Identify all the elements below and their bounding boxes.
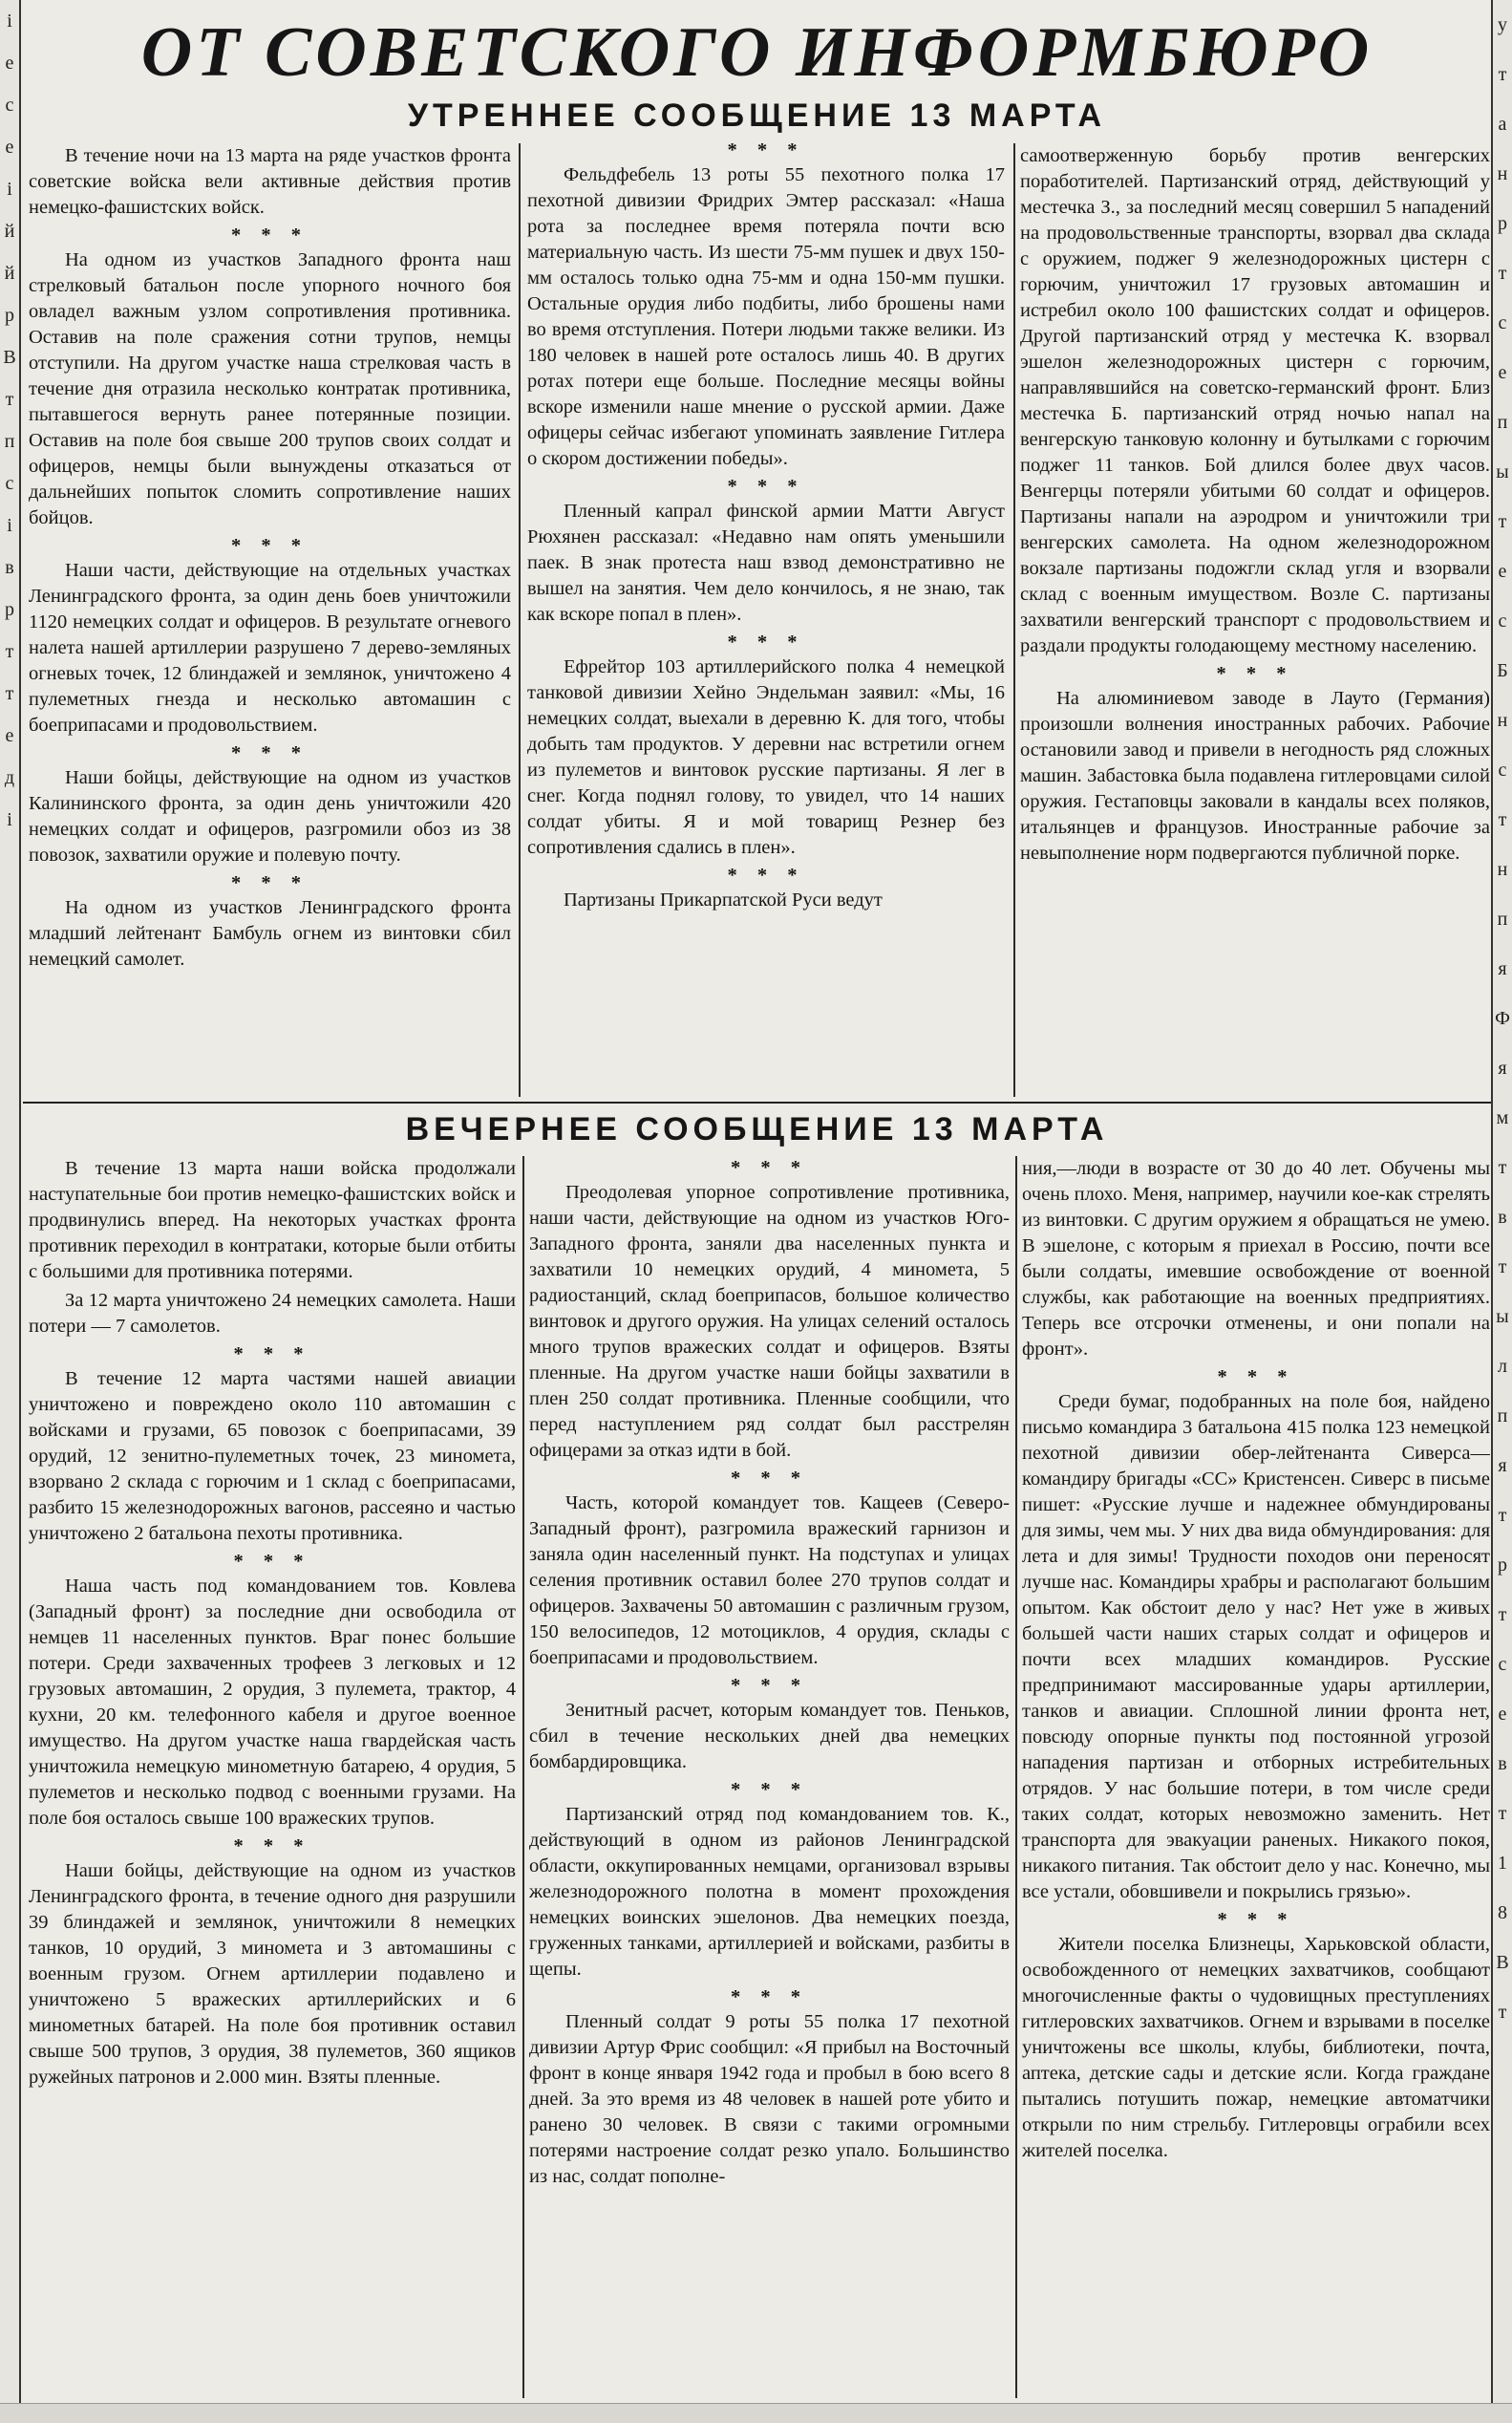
column-divider xyxy=(519,143,521,1097)
right-page-edge xyxy=(1491,0,1512,2422)
edge-fragment: т xyxy=(1498,1803,1507,1824)
edge-fragment: д xyxy=(4,767,15,788)
edge-fragment: с xyxy=(5,95,14,116)
bottom-page-edge xyxy=(0,2403,1512,2423)
edge-fragment: ы xyxy=(1496,1306,1509,1327)
edge-fragment: п xyxy=(1497,412,1508,433)
morning-column-2 xyxy=(527,139,1005,1097)
edge-fragment: в xyxy=(1498,1753,1507,1774)
paragraph: Партизанский отряд под командованием тов. К., действующий в одном из районов Ленинградской области, оккупированных немцами, организовал взрывы железнодорожного полотна в момент прохождения немецких воинских эшелонов. Два немецких поезда, груженных танками, артиллерией и войсками, разбиты в щепы. xyxy=(529,1804,1010,1980)
headline: ОТ СОВЕТСКОГО ИНФОРМБЮРО xyxy=(140,13,1374,92)
paragraph: Среди бумаг, подобранных на поле боя, найдено письмо командира 3 батальона 415 полка 123 немецкой пехотной дивизии обер-лейтенанта Сиверса—командиру бригады «СС» Кристенсен. Сиверс в письме пишет: «Русские лучше и надежнее обмундированы для зимы, чем мы. У них два вида обмундирования: для лета и для зимы! Трудности походов они переносят лучше нас. Командиры храбры и располагают большим опытом. Как обстоит дело у нас? Нет уже в живых большей части наших старых солдат и офицеров и почти всех младших командиров. Русские предпринимают массированные удары артиллерии, танков и авиации. Сплошной линии фронта нет, повсюду опорные пункты под постоянной угрозой нападения партизан и отборных истребительных отрядов. У нас большие потери, в том числе среди таких солдат, которых невозможно заменить. Нет транспорта для эвакуации раненых. Никакого покоя, никакого питания. Так обстоит дело у нас. Конечно, мы все устали, обовшивели и покрылись грязью». xyxy=(1022,1391,1490,1902)
paragraph: Пленный солдат 9 роты 55 полка 17 пехотной дивизии Артур Фрис сообщил: «Я прибыл на Восточный фронт в конце января 1942 года и пробыл в бою всего 8 дней. За это время из 48 человек в нашей роте убито и ранено 30 человек. В связи с такими огромными потерями настроение солдат резко упало. Большинство из нас, солдат пополне- xyxy=(529,2011,1010,2187)
edge-fragment: п xyxy=(4,431,15,452)
edge-fragment: р xyxy=(1498,1555,1507,1576)
edge-fragment: я xyxy=(1498,958,1507,979)
separator: * * * xyxy=(1216,663,1294,684)
edge-fragment: і xyxy=(7,809,12,830)
edge-fragment: 1 xyxy=(1498,1853,1507,1874)
edge-fragment: т xyxy=(1498,1157,1507,1178)
evening-column-2 xyxy=(529,1156,1010,2398)
edge-fragment: Ф xyxy=(1495,1008,1510,1029)
separator: * * * xyxy=(231,535,309,556)
edge-fragment: ы xyxy=(1496,461,1509,482)
separator: * * * xyxy=(231,872,309,893)
paragraph: Наши части, действующие на отдельных участках Ленинградского фронта, за один день боев уничтожили 1120 немецких солдат и офицеров. В результате огневого налета нашей артиллерии разрушено 7 дерево-земляных огневых точек, 12 блиндажей и землянок, уничтожено 4 пулеметных гнезда и несколько автомашин с боеприпасами и продовольствием. xyxy=(29,560,511,736)
edge-fragment: с xyxy=(5,473,14,494)
paragraph: ния,—люди в возрасте от 30 до 40 лет. Обучены мы очень плохо. Меня, например, научили кое-как стрелять из винтовки. С другим оружием я обращаться не умею. В эшелоне, с которым я приехал в Россию, почти все были солдаты, имевшие освобождение от военной службы, как работающие на военных предприятиях. Теперь все отсрочки отменены, и они попали на фронт». xyxy=(1022,1158,1490,1360)
paragraph: Преодолевая упорное сопротивление противника, наши части, действующие на одном из участков Юго-Западного фронта, заняли два населенных пункта и захватили 10 немецких орудий, 4 миномета, 5 радиостанций, склад боеприпасов, большое количество винтовок и другого оружия. На улицах селений осталось много трупов вражеских солдат и офицеров. Взяты пленные. На другом участке наши бойцы захватили в плен 250 солдат противника. Пленные сообщили, что перед наступлением ряд солдат был расстрелян офицерами за отказ идти в бой. xyxy=(529,1182,1010,1461)
column-divider xyxy=(1015,1156,1017,2398)
edge-fragment: с xyxy=(1498,312,1507,333)
edge-fragment: р xyxy=(5,599,14,620)
edge-fragment: т xyxy=(1498,1505,1507,1526)
evening-report-title: ВЕЧЕРНЕЕ СООБЩЕНИЕ 13 МАРТА xyxy=(23,1102,1491,1155)
edge-fragment: с xyxy=(1498,611,1507,632)
paragraph: Наши бойцы, действующие на одном из участков Ленинградского фронта, в течение одного дня разрушили 39 блиндажей и землянок, уничтожили 8 немецких танков, 10 орудий, 3 миномета и 3 автомашины с военным грузом. Огнем артиллерии подавлено и уничтожено 5 вражеских артиллерийских и 6 минометных батарей. На поле боя противник оставил свыше 500 трупов, 3 орудия, 38 пулеметов, 360 ящиков ружейных патронов и 2.000 мин. Взяты пленные. xyxy=(29,1860,516,2088)
separator: * * * xyxy=(731,1675,808,1696)
edge-fragment: т xyxy=(1498,2002,1507,2023)
edge-fragment: т xyxy=(1498,511,1507,532)
edge-fragment: і xyxy=(7,179,12,200)
paragraph: В течение 13 марта наши войска продолжали наступательные бои против немецко-фашистских войск и продвинулись вперед. На некоторых участках фронта противник переходил в контратаки, которые были отбиты с большими для противника потерями. xyxy=(29,1158,516,1282)
separator: * * * xyxy=(727,865,805,886)
edge-fragment: я xyxy=(1498,1455,1507,1476)
edge-fragment: у xyxy=(1498,14,1507,35)
edge-fragment: я xyxy=(1498,1058,1507,1079)
edge-fragment: т xyxy=(5,389,14,410)
separator: * * * xyxy=(731,1779,808,1800)
left-page-edge xyxy=(0,0,21,2422)
edge-fragment: в xyxy=(5,557,14,578)
column-divider xyxy=(1013,143,1015,1097)
column-divider xyxy=(522,1156,524,2398)
edge-fragment: т xyxy=(1498,809,1507,830)
edge-fragment: е xyxy=(1498,362,1507,383)
edge-fragment: е xyxy=(5,725,14,746)
morning-column-1 xyxy=(29,143,511,1097)
edge-fragment: е xyxy=(5,53,14,74)
morning-report-title: УТРЕННЕЕ СООБЩЕНИЕ 13 МАРТА xyxy=(407,97,1107,134)
separator: * * * xyxy=(233,1343,311,1364)
edge-fragment: і xyxy=(7,11,12,32)
morning-column-3 xyxy=(1020,143,1490,1097)
separator: * * * xyxy=(1217,1366,1295,1387)
separator: * * * xyxy=(233,1551,311,1572)
edge-fragment: Б xyxy=(1497,660,1508,681)
separator: * * * xyxy=(1217,1909,1295,1930)
separator: * * * xyxy=(727,632,805,653)
separator: * * * xyxy=(233,1835,311,1856)
edge-fragment: с xyxy=(1498,1654,1507,1675)
edge-fragment: в xyxy=(1498,1207,1507,1228)
paragraph: В течение 12 марта частями нашей авиации уничтожено и повреждено около 110 автомашин с войсками и грузами, 65 повозок с боеприпасами, 39 орудий, 12 зенитно-пулеметных точек, 23 миномета, взорвано 2 склада с горючим и 1 склад с боеприпасами, разбито 15 железнодорожных вагонов, рассеяно и частью уничтожено 2 батальона пехоты противника. xyxy=(29,1368,516,1544)
edge-fragment: і xyxy=(7,515,12,536)
edge-fragment: В xyxy=(1496,1952,1509,1973)
paragraph: Наша часть под командованием тов. Ковлева (Западный фронт) за последние дни освободила от немцев 11 населенных пунктов. Враг понес большие потери. Среди захваченных трофеев 3 легковых и 12 грузовых автомашин, 2 орудия, 3 пулемета, трактор, 4 кухни, 20 км. телефонного кабеля и другое военное имущество. На другом участке наша гвардейская часть уничтожила немецкую минометную батарею, 4 орудия, 5 пулеметов и несколько подвод с военными грузами. На поле боя осталось свыше 100 вражеских трупов. xyxy=(29,1576,516,1829)
edge-fragment: н xyxy=(1497,859,1508,880)
paragraph: Партизаны Прикарпатской Руси ведут xyxy=(564,890,883,911)
edge-fragment: т xyxy=(1498,1604,1507,1625)
separator: * * * xyxy=(727,139,805,161)
paragraph: На одном из участков Ленинградского фронта младший лейтенант Бамбуль огнем из винтовки сбил немецкий самолет. xyxy=(29,897,511,970)
paragraph: Зенитный расчет, которым командует тов. Пеньков, сбил в течение нескольких дней два немецких бомбардировщика. xyxy=(529,1700,1010,1772)
paragraph: самоотверженную борьбу против венгерских поработителей. Партизанский отряд, действующий у местечка З., за последний месяц совершил 5 нападений на продовольственные транспорты, взорвал два склада с оружием, поджег 9 железнодорожных цистерн с горючим, уничтожил 17 грузовых автомашин и истребил около 100 фашистских солдат и офицеров. Другой партизанский отряд у местечка К. взорвал эшелон железнодорожных цистерн с горючим, направлявшийся на советско-германский фронт. Близ местечка Б. партизанский отряд ночью напал на венгерскую танковую колонну и бутылками с горючим поджег 11 танков. Бой длился более двух часов. Венгерцы потеряли убитыми 60 солдат и офицеров. Партизаны напали на аэродром и уничтожили три венгерских самолета. На одном железнодорожном вокзале партизаны подожгли склад угля и взорвали склад с военным имуществом. Возле С. партизаны захватили венгерский транспорт с продовольствием и раздали продукты голодающему местному населению. xyxy=(1020,145,1490,656)
edge-fragment: а xyxy=(1498,114,1507,135)
edge-fragment: н xyxy=(1497,710,1508,731)
edge-fragment: т xyxy=(1498,64,1507,85)
edge-fragment: р xyxy=(5,305,14,326)
paragraph: В течение ночи на 13 марта на ряде участков фронта советские войска вели активные действия против немецко-фашистских войск. xyxy=(29,145,511,218)
edge-fragment: 8 xyxy=(1498,1902,1507,1923)
edge-fragment: е xyxy=(1498,1704,1507,1725)
edge-fragment: е xyxy=(5,137,14,158)
evening-column-1 xyxy=(29,1156,516,2398)
edge-fragment: т xyxy=(1498,1256,1507,1277)
article-block xyxy=(23,0,1491,2422)
evening-column-3 xyxy=(1022,1156,1490,2398)
edge-fragment: м xyxy=(1496,1107,1509,1128)
paragraph: Ефрейтор 103 артиллерийского полка 4 немецкой танковой дивизии Хейно Эндельман заявил: «Мы, 16 немецких солдат, выехали в деревню К. для того, чтобы добыть там продуктов. У деревни нас встретили огнем из пулеметов и винтовок русские партизаны. Я лег в снег. Когда поднял голову, то увидел, что 14 наших солдат убиты. Я и мой товарищ Резнер без сопротивления сдались в плен». xyxy=(527,656,1005,858)
paragraph: На одном из участков Западного фронта наш стрелковый батальон после упорного ночного боя овладел важным узлом сопротивления противника. Оставив на поле сражения сотни трупов, немцы отступили. На другом участке наша стрелковая часть в течение дня отразила несколько контратак противника, пытавшегося вернуть ранее потерянные позиции. Оставив на поле боя свыше 200 трупов своих солдат и офицеров, немцы были вынуждены отказаться от дальнейших попыток сломить сопротивление наших бойцов. xyxy=(29,249,511,528)
paragraph: Жители поселка Близнецы, Харьковской области, освобожденного от немецких захватчиков, сообщают многочисленные факты о чудовищных преступлениях гитлеровских захватчиков. Огнем и взрывами в поселке уничтожены все школы, клубы, библиотеки, почта, аптека, детские сады и детские ясли. Когда граждане пытались потушить пожар, немецкие автоматчики открыли по ним стрельбу. Гитлеровцы ограбили всех жителей поселка. xyxy=(1022,1934,1490,2161)
edge-fragment: В xyxy=(3,347,16,368)
edge-fragment: й xyxy=(4,221,15,242)
paragraph: Фельдфебель 13 роты 55 пехотного полка 17 пехотной дивизии Фридрих Эмтер рассказал: «Наша рота за последнее время потеряла почти всю материальную часть. Из шести 75-мм пушек и двух 150-мм осталось только одна 75-мм и одна 150-мм пушки. Остальные орудия либо подбиты, либо брошены нами во время отступления. Потери людьми также велики. Из 180 человек в нашей роте осталось лишь 40. В других ротах потери еще больше. Последние месяцы войны вскоре изменили наше мнение о русской армии. Даже офицеры сейчас избегают упоминать заявление Гитлера о скором достижении победы». xyxy=(527,164,1005,469)
edge-fragment: п xyxy=(1497,909,1508,930)
paragraph: Пленный капрал финской армии Матти Август Рюхянен рассказал: «Недавно нам опять уменьшили паек. В знак протеста наш взвод демонстративно не вышел на занятия. Чем дело кончилось, я не знаю, так как вскоре попал в плен». xyxy=(527,501,1005,625)
edge-fragment: л xyxy=(1498,1356,1507,1377)
separator: * * * xyxy=(731,1986,808,2007)
edge-fragment: й xyxy=(4,263,15,284)
edge-fragment: с xyxy=(1498,760,1507,781)
separator: * * * xyxy=(731,1468,808,1489)
edge-fragment: т xyxy=(1498,263,1507,284)
paragraph: Часть, которой командует тов. Кащеев (Северо-Западный фронт), разгромила вражеский гарнизон и заняла один населенный пункт. На подступах и улицах селения противник оставил более 270 трупов солдат и офицеров. Захвачены 50 автомашин с различным грузом, 150 велосипедов, 12 мотоциклов, 4 орудия, склады с боеприпасами и продовольствием. xyxy=(529,1492,1010,1668)
edge-fragment: р xyxy=(1498,213,1507,234)
paragraph: Наши бойцы, действующие на одном из участков Калининского фронта, за один день уничтожили 420 немецких солдат и офицеров, разгромили обоз из 38 повозок, захватили оружие и полевую почту. xyxy=(29,767,511,866)
separator: * * * xyxy=(231,225,309,246)
edge-fragment: т xyxy=(5,683,14,704)
separator: * * * xyxy=(231,742,309,763)
edge-fragment: т xyxy=(5,641,14,662)
separator: * * * xyxy=(731,1157,808,1178)
edge-fragment: п xyxy=(1497,1405,1508,1426)
edge-fragment: н xyxy=(1497,163,1508,184)
paragraph: За 12 марта уничтожено 24 немецких самолета. Наши потери — 7 самолетов. xyxy=(29,1290,516,1337)
paragraph: На алюминиевом заводе в Лауто (Германия) произошли волнения иностранных рабочих. Рабочие остановили завод и привели в негодность ряд сложных машин. Забастовка была подавлена гитлеровцами силой оружия. Гестаповцы заковали в кандалы всех поляков, итальянцев и французов. Иностранные рабочие за невыполнение норм подвергаются публичной порке. xyxy=(1020,688,1490,864)
separator: * * * xyxy=(727,476,805,497)
edge-fragment: е xyxy=(1498,561,1507,582)
